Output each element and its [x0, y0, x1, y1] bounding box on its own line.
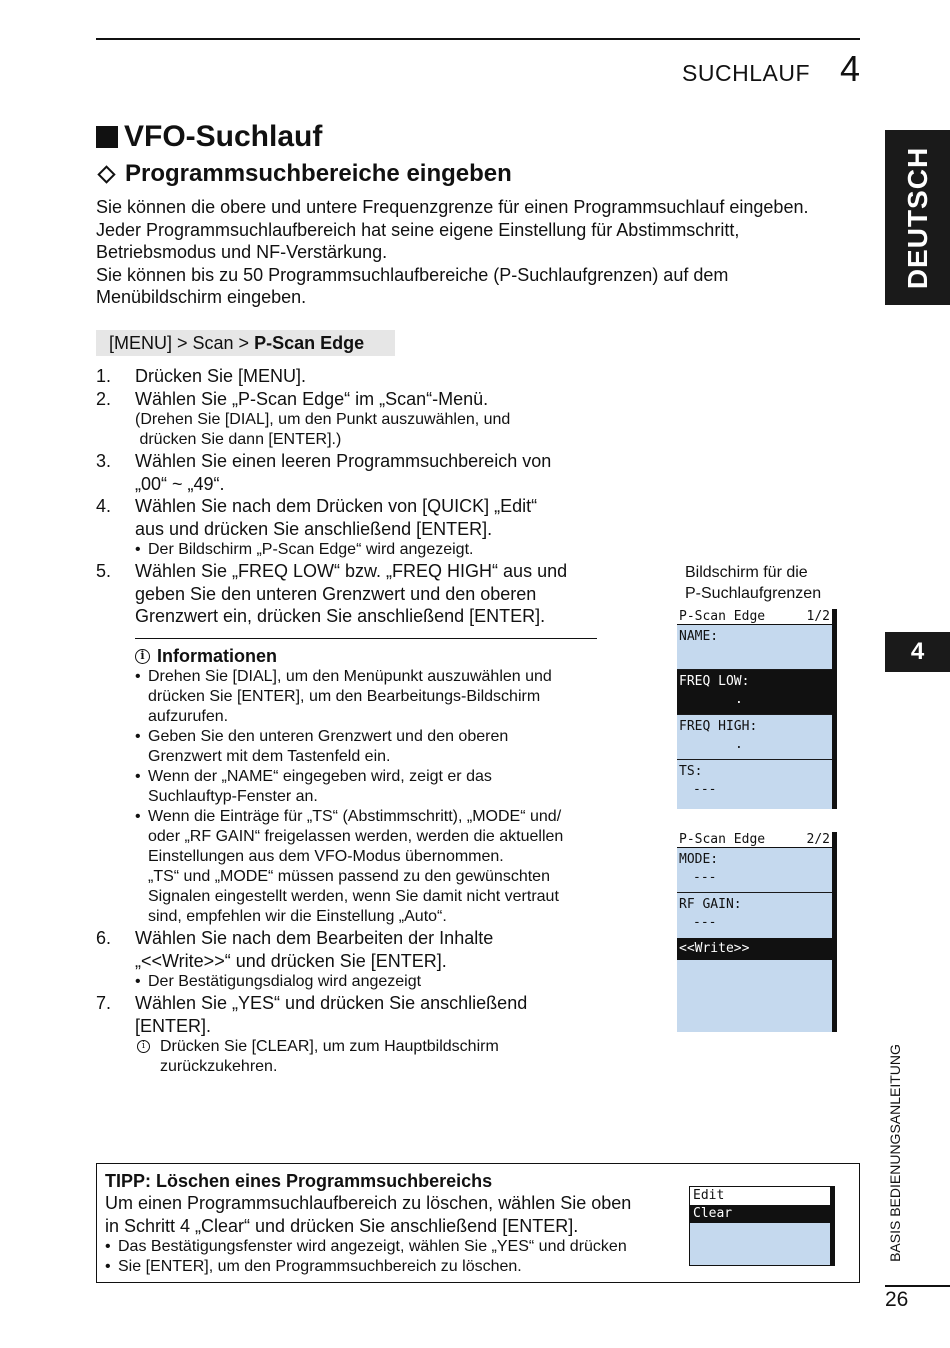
- step-number: 5.: [96, 561, 112, 581]
- diamond-outline-icon: [97, 165, 115, 183]
- lcd-item-label: FREQ HIGH:: [679, 719, 758, 734]
- lcd-item-rf-gain[interactable]: [677, 893, 832, 938]
- section-title: [96, 120, 322, 154]
- info-heading: [96, 645, 606, 667]
- page-number: 26: [885, 1288, 909, 1311]
- info-icon: i: [137, 1040, 150, 1053]
- lcd-item-value: .: [735, 692, 743, 707]
- step-text: Wählen Sie „FREQ LOW“ bzw. „FREQ HIGH“ aus und: [135, 561, 568, 581]
- step-2: [96, 388, 606, 411]
- tip-line: in Schritt 4 „Clear“ und drücken Sie anschließend [ENTER].: [105, 1215, 579, 1236]
- lcd-item-label: TS:: [679, 764, 703, 779]
- info-bullet: • Wenn die Einträge für „TS“ (Abstimmschritt), „MODE“ und/: [96, 807, 606, 827]
- lcd-item-write[interactable]: <<Write>>: [677, 938, 832, 960]
- lcd-header: [677, 832, 832, 848]
- step-6-bullet: • Der Bestätigungsdialog wird angezeigt: [96, 972, 606, 992]
- step-4: [96, 495, 606, 518]
- step-5: [96, 560, 606, 583]
- step-7: [96, 992, 606, 1015]
- lcd-item-label: FREQ LOW:: [679, 674, 750, 689]
- step-2-sub: (Drehen Sie [DIAL], um den Punkt auszuwählen, und: [135, 411, 511, 428]
- info-bullet-cont: Einstellungen aus dem VFO-Modus übernommen.: [148, 848, 504, 865]
- step-text: Drücken Sie [MENU].: [135, 366, 307, 386]
- lcd-item-value: ---: [693, 870, 717, 885]
- menu-path-prefix: [MENU] > Scan >: [109, 333, 255, 353]
- step-text: Wählen Sie nach dem Bearbeiten der Inhalte: [135, 928, 494, 948]
- intro-line: Jeder Programmsuchlaufbereich hat seine eigene Einstellung für Abstimmschritt,: [96, 219, 740, 240]
- step-number: 1.: [96, 366, 112, 386]
- step-5-cont: geben Sie den unteren Grenzwert und den oberen: [135, 583, 537, 604]
- lcd-title: P-Scan Edge: [679, 832, 766, 847]
- menu-path: [96, 330, 395, 356]
- lcd-item-name[interactable]: [677, 625, 832, 670]
- lcd-item-mode[interactable]: [677, 848, 832, 893]
- chapter-name: SUCHLAUF: [682, 60, 810, 86]
- step-3: [96, 450, 606, 473]
- lcd-item-freq-low[interactable]: [677, 670, 832, 715]
- step-text: Wählen Sie „YES“ und drücken Sie anschließend: [135, 993, 528, 1013]
- step-3-cont: „00“ ~ „49“.: [135, 473, 225, 494]
- step-6-cont: „<<Write>>“ und drücken Sie [ENTER].: [135, 950, 447, 971]
- step-text: Wählen Sie einen leeren Programmsuchbereich von: [135, 451, 552, 471]
- intro-line: Sie können bis zu 50 Programmsuchlaufbereiche (P-Suchlaufgrenzen) auf dem: [96, 264, 729, 285]
- menu-path-target: P-Scan Edge: [254, 333, 365, 353]
- manual-name: [885, 1040, 905, 1265]
- step-2-sub: drücken Sie dann [ENTER].): [135, 431, 342, 448]
- tip-title: TIPP: Löschen eines Programmsuchbereichs: [105, 1171, 493, 1191]
- lcd-screen-page-1: [677, 609, 837, 809]
- language-tab: [885, 130, 950, 305]
- step-6: [96, 927, 606, 950]
- intro-line: Sie können die obere und untere Frequenzgrenze für einen Programmsuchlauf eingeben.: [96, 197, 809, 217]
- step-5-cont: Grenzwert ein, drücken Sie anschließend [ENTER].: [135, 606, 546, 626]
- info-title: Informationen: [157, 646, 277, 666]
- lcd-screen-page-2: [677, 832, 837, 1032]
- quick-menu-clear[interactable]: Clear: [690, 1205, 830, 1223]
- lcd-item-value: ---: [693, 782, 717, 797]
- info-bullet-cont: drücken Sie [ENTER], um den Bearbeitungs-Bildschirm: [148, 688, 541, 705]
- language-tab-label: DEUTSCH: [901, 146, 933, 289]
- info-bullet-cont: Suchlauftyp-Fenster an.: [148, 788, 318, 805]
- step-1: [96, 365, 606, 388]
- info-bullet-cont: aufzurufen.: [148, 708, 229, 725]
- step-text: Wählen Sie nach dem Drücken von [QUICK] „Edit“: [135, 496, 538, 516]
- info-bullet: • Drehen Sie [DIAL], um den Menüpunkt auszuwählen und: [96, 667, 606, 687]
- lcd-page: 1/2: [806, 609, 830, 624]
- step-4-bullet: • Der Bildschirm „P-Scan Edge“ wird angezeigt.: [96, 540, 606, 560]
- manual-name-label: BASIS BEDIENUNGSANLEITUNG: [887, 1043, 903, 1262]
- info-bullet-cont: „TS“ und „MODE“ müssen passend zu den gewünschten: [148, 868, 550, 885]
- lcd-item-label: MODE:: [679, 852, 719, 867]
- info-bullet: • Geben Sie den unteren Grenzwert und den oberen: [96, 727, 606, 747]
- info-bullet-cont: Signalen eingestellt werden, wenn Sie damit nicht vertraut: [148, 888, 559, 905]
- info-divider: [135, 638, 597, 640]
- info-bullet-cont: Grenzwert mit dem Tastenfeld ein.: [148, 748, 391, 765]
- note-text: Drücken Sie [CLEAR], um zum Hauptbildschirm: [160, 1038, 499, 1055]
- step-number: 4.: [96, 496, 112, 516]
- quick-menu-screen: [689, 1186, 835, 1266]
- lcd-item-value: ---: [693, 915, 717, 930]
- step-number: 7.: [96, 993, 112, 1013]
- step-number: 2.: [96, 388, 112, 409]
- tip-bullet-cont: [105, 1257, 680, 1277]
- tip-bullet: • Das Bestätigungsfenster wird angezeigt, wählen Sie „YES“ und drücken: [105, 1237, 680, 1257]
- section-title-text: VFO-Suchlauf: [124, 120, 323, 153]
- info-icon: i: [135, 649, 150, 664]
- chapter-number: 4: [839, 48, 860, 89]
- step-4-cont: aus und drücken Sie anschließend [ENTER].: [135, 518, 493, 539]
- section-subtitle-text: Programmsuchbereiche eingeben: [125, 160, 512, 187]
- intro-line: Betriebsmodus und NF-Verstärkung.: [96, 242, 388, 262]
- info-bullet-cont: oder „RF GAIN“ freigelassen werden, werden die aktuellen: [148, 828, 564, 845]
- quick-menu-edit[interactable]: Edit: [690, 1187, 830, 1205]
- lcd-item-ts[interactable]: [677, 760, 832, 805]
- top-rule: [96, 38, 860, 40]
- step-number: 6.: [96, 928, 112, 948]
- lcd-item-value: .: [735, 737, 743, 752]
- tip-bullet-cont-text: Sie [ENTER], um den Programmsuchbereich zu löschen.: [118, 1258, 522, 1275]
- tip-box: [96, 1163, 860, 1283]
- step-text: Wählen Sie „P-Scan Edge“ im „Scan“-Menü.: [135, 388, 489, 409]
- info-bullet: • Wenn der „NAME“ eingegeben wird, zeigt er das: [96, 767, 606, 787]
- step-7-cont: [ENTER].: [135, 1015, 212, 1036]
- lcd-page: 2/2: [806, 832, 830, 847]
- square-bullet-icon: [96, 126, 118, 148]
- step-7-note-cont: zurückzukehren.: [160, 1058, 278, 1075]
- tip-line: Um einen Programmsuchlaufbereich zu löschen, wählen Sie oben: [105, 1193, 632, 1213]
- step-number: 3.: [96, 451, 112, 471]
- section-subtitle: [96, 160, 512, 188]
- chapter-tab: 4: [885, 632, 950, 672]
- page-number-rule: [885, 1285, 950, 1287]
- info-bullet-cont: sind, empfehlen wir die Einstellung „Auto“.: [148, 908, 447, 925]
- caption-line: P-Suchlaufgrenzen: [685, 585, 822, 602]
- lcd-item-label: NAME:: [679, 629, 719, 644]
- step-7-note: [96, 1037, 606, 1057]
- steps-list: [96, 365, 606, 1077]
- lcd-header: [677, 609, 832, 625]
- intro-text: [96, 196, 866, 309]
- caption-line: Bildschirm für die: [685, 564, 808, 581]
- lcd-item-freq-high[interactable]: [677, 715, 832, 760]
- lcd-item-label: RF GAIN:: [679, 897, 742, 912]
- screen-caption: [685, 562, 855, 604]
- lcd-title: P-Scan Edge: [679, 609, 766, 624]
- intro-line: Menübildschirm eingeben.: [96, 287, 307, 307]
